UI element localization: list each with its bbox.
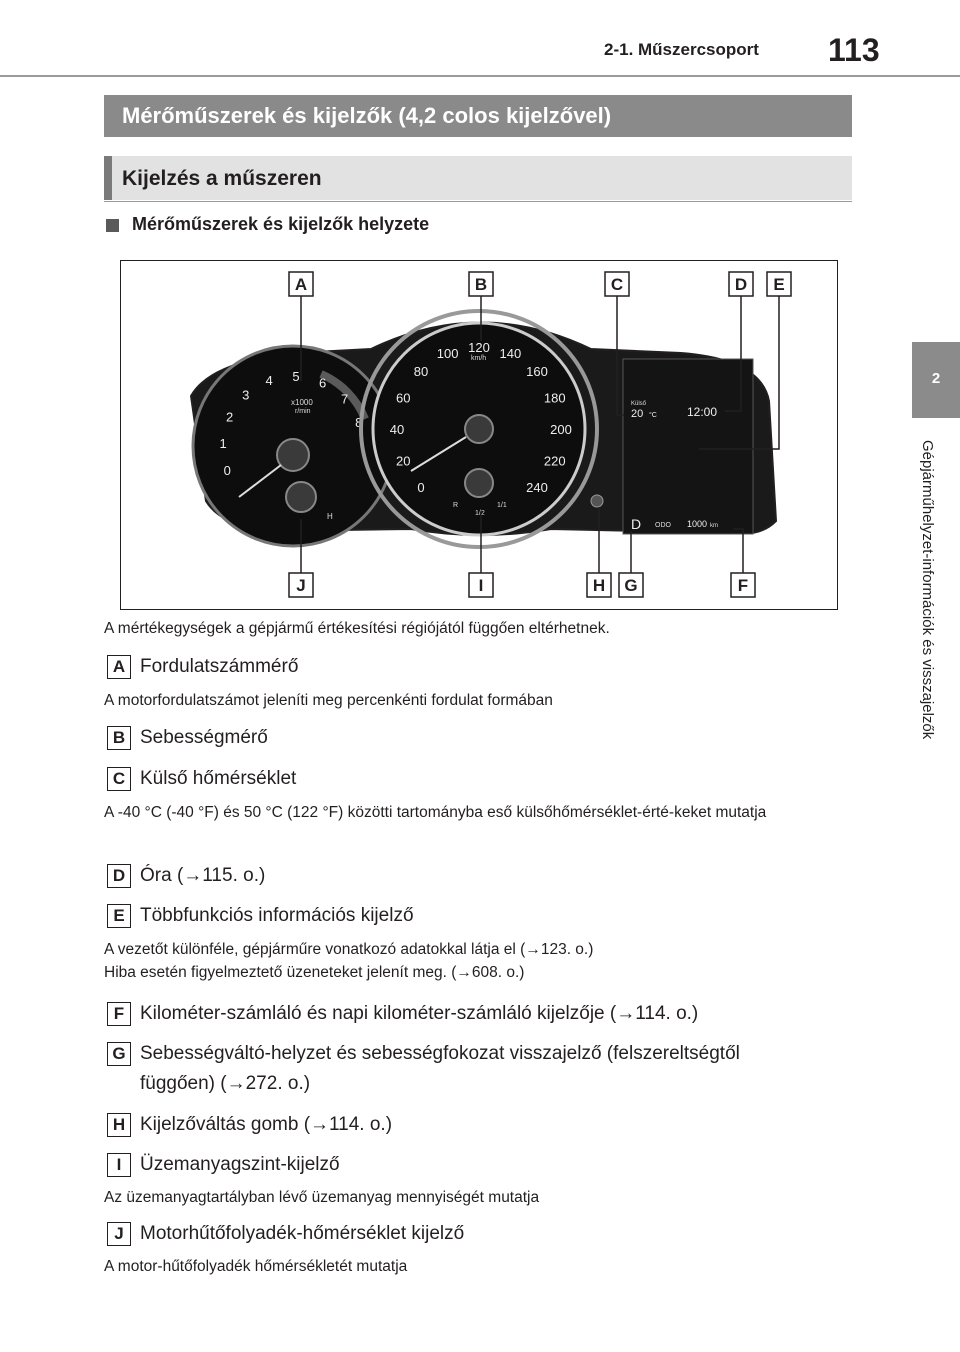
label-h-badge: H (107, 1113, 131, 1137)
sub-title: Kijelzés a műszeren (122, 167, 322, 190)
odo-value: 1000 (687, 519, 708, 529)
label-d-badge: D (107, 864, 131, 888)
bullet-square-icon (106, 219, 119, 232)
tachometer-tick-label: 8 (355, 415, 363, 431)
item-e-desc: A vezetőt különféle, gépjárműre vonatkozó adatokkal látja el (→123. o.) (104, 941, 594, 958)
callout-a: A (294, 275, 308, 294)
speedometer-unit: km/h (471, 355, 487, 362)
gear-indicator: D (631, 516, 642, 532)
label-b-badge: B (107, 726, 131, 750)
odo-label: ODO (655, 522, 671, 529)
callouts-top (289, 272, 791, 296)
item-j-desc: A motor-hűtőfolyadék hőmérsékletét mutatja (104, 1258, 408, 1275)
outside-temp-unit: °C (649, 412, 657, 419)
speedometer-tick-label: 220 (543, 453, 566, 469)
item-a-title: Fordulatszámmérő (140, 656, 299, 677)
instrument-cluster-figure (120, 260, 838, 610)
callout-i: I (478, 576, 484, 595)
item-d-title: Óra (→115. o.) (140, 865, 266, 886)
label-i-badge: I (107, 1153, 131, 1177)
figure-caption: A mértékegységek a gépjármű értékesítési régiójától függően eltérhetnek. (104, 620, 610, 637)
chapter-title: Gépjárműhelyzet-információk és visszajelzők (919, 440, 936, 740)
tachometer-tick-label: 6 (318, 375, 327, 391)
sub-title-accent (104, 156, 112, 200)
main-title: Mérőműszerek és kijelzők (4,2 colos kijelzővel) (122, 103, 612, 128)
fuel-gauge-half-label: 1/2 (475, 510, 485, 517)
label-e-badge: E (107, 904, 131, 928)
item-i-title: Üzemanyagszint-kijelző (140, 1154, 340, 1175)
page-number: 113 (828, 32, 880, 68)
item-b-title: Sebességmérő (140, 727, 268, 748)
item-h-title: Kijelzőváltás gomb (→114. o.) (140, 1114, 393, 1135)
display-switch-button (591, 495, 603, 507)
callout-j: J (296, 576, 306, 595)
label-a-badge: A (107, 655, 131, 679)
temp-gauge-h-label: H (327, 512, 333, 521)
clock-display: 12:00 (687, 405, 718, 419)
tachometer-unit-top: x1000 (291, 398, 313, 407)
fuel-gauge-r-label: R (453, 502, 459, 509)
multi-info-display (623, 359, 753, 534)
label-j-badge: J (107, 1222, 131, 1246)
callouts-bottom (289, 573, 755, 597)
item-g-title-2: függően) (→272. o.) (140, 1073, 311, 1094)
item-c-title: Külső hőmérséklet (140, 768, 297, 789)
fuel-gauge-hub (465, 469, 493, 497)
label-f-badge: F (107, 1002, 131, 1026)
item-f-title: Kilométer-számláló és napi kilométer-számláló kijelzője (→114. o.) (140, 1003, 699, 1024)
callout-f: F (737, 576, 749, 595)
label-g-badge: G (107, 1042, 131, 1066)
tachometer-unit-bottom: r/min (295, 408, 311, 415)
tachometer-tick-label: 4 (265, 373, 273, 389)
outside-temp-label: Külső (631, 401, 647, 407)
sub-title-rule (104, 201, 852, 202)
item-c-desc: A -40 °C (-40 °F) és 50 °C (122 °F) közötti tartományba eső külsőhőmérséklet-érté-keket mutatja (104, 804, 767, 821)
speedometer-tick-label: 20 (396, 453, 411, 469)
label-c-badge: C (107, 767, 131, 791)
section-title: 2-1. Műszercsoport (604, 40, 759, 59)
callout-h: H (592, 576, 606, 595)
speedometer-tick-label: 120 (468, 340, 490, 355)
temp-gauge-hub (286, 482, 316, 512)
outside-temp-value: 20 (631, 408, 644, 420)
callout-g: G (624, 576, 638, 595)
callout-b: B (474, 275, 488, 294)
speedometer-tick-label: 60 (396, 390, 411, 406)
item-e-desc-2: Hiba esetén figyelmeztető üzeneteket jelenít meg. (→608. o.) (104, 964, 525, 981)
odo-unit: km (710, 523, 718, 529)
fuel-gauge-full-label: 1/1 (497, 502, 507, 509)
speedometer-tick-label: 80 (413, 364, 429, 380)
tachometer-tick-label: 0 (223, 462, 231, 478)
tachometer-tick-label: 5 (292, 369, 300, 385)
item-a-desc: A motorfordulatszámot jeleníti meg percenkénti fordulat formában (104, 692, 553, 709)
tachometer-tick-label: 7 (340, 391, 349, 407)
callout-e: E (773, 275, 785, 294)
speedometer-tick-label: 180 (543, 390, 566, 406)
header-rule (0, 75, 960, 77)
item-e-title: Többfunkciós információs kijelző (140, 905, 414, 926)
tachometer-tick-label: 2 (225, 409, 234, 425)
tachometer-hub (277, 439, 309, 471)
speedometer-tick-label: 240 (526, 479, 548, 495)
subheading: Mérőműszerek és kijelzők helyzete (132, 214, 430, 234)
tachometer-tick-label: 1 (219, 435, 227, 451)
speedometer-tick-label: 0 (417, 479, 425, 495)
speedometer-hub (465, 415, 493, 443)
cluster-illustration (121, 261, 837, 609)
speedometer-tick-label: 140 (499, 346, 522, 362)
speedometer-tick-label: 40 (389, 422, 405, 437)
chapter-number: 2 (931, 370, 941, 387)
item-j-title: Motorhűtőfolyadék-hőmérséklet kijelző (140, 1223, 465, 1244)
item-g-title: Sebességváltó-helyzet és sebességfokozat visszajelző (felszereltségtől (140, 1043, 740, 1064)
callout-d: D (734, 275, 748, 294)
speedometer-tick-label: 160 (526, 364, 548, 380)
tachometer-tick-label: 3 (242, 387, 250, 403)
speedometer-tick-label: 100 (436, 346, 459, 362)
item-i-desc: Az üzemanyagtartályban lévő üzemanyag mennyiségét mutatja (104, 1189, 540, 1206)
callout-c: C (610, 275, 624, 294)
speedometer-tick-label: 200 (550, 422, 572, 437)
